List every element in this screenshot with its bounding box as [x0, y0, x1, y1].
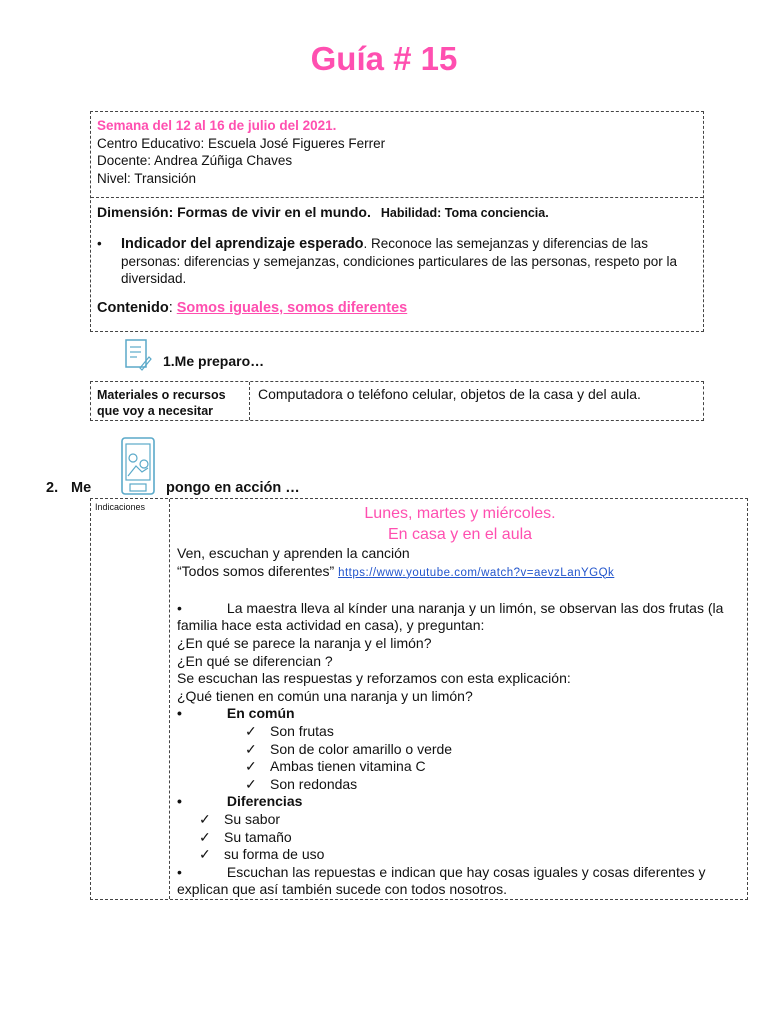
check-icon: ✓ [199, 810, 211, 827]
page-title: Guía # 15 [310, 40, 458, 77]
check-icon: ✓ [245, 775, 257, 792]
diff-heading [177, 793, 743, 811]
content-sep: : [168, 300, 173, 316]
list-item [177, 846, 743, 864]
list-item-text: Son de color amarillo o verde [270, 740, 453, 757]
level-text: Nivel: Transición [97, 170, 197, 186]
list-item [177, 758, 743, 776]
text-line: Se escuchan las respuestas y reforzamos con esta explicación: [177, 670, 571, 687]
content-label: Contenido [97, 300, 169, 316]
section-word: Me [71, 480, 92, 496]
materials-value: Computadora o teléfono celular, objetos de la casa y del aula. [258, 386, 641, 402]
check-icon: ✓ [245, 758, 257, 775]
common-heading [177, 705, 743, 723]
song-title: “Todos somos diferentes” [177, 562, 335, 579]
list-item-text: Son frutas [270, 722, 334, 739]
section-number: 2. [46, 480, 59, 496]
indicator [97, 235, 697, 287]
week-text: Semana del 12 al 16 de julio del 2021. [97, 118, 337, 133]
check-icon: ✓ [199, 846, 211, 863]
bullet: • [177, 863, 182, 880]
section-2-heading [46, 480, 300, 496]
intro-line: Ven, escuchan y aprenden la canción [177, 545, 410, 561]
paragraph [177, 600, 743, 635]
teacher-text: Docente: Andrea Zúñiga Chaves [97, 153, 293, 168]
content-line [97, 300, 407, 316]
paragraph-text: Escuchan las repuestas e indican que hay cosas iguales y cosas diferentes y explican que así también sucede con todos nosotros. [177, 863, 706, 898]
divider [91, 197, 703, 198]
youtube-link[interactable]: https://www.youtube.com/watch?v=aevzLanYGQk [338, 566, 615, 579]
tablet-activity-icon [118, 436, 160, 496]
diff-title: Diferencias [226, 793, 303, 810]
list-item-text: Su sabor [224, 810, 281, 827]
list-item [177, 741, 743, 759]
bullet: • [177, 705, 182, 722]
text-line: ¿Qué tienen en común una naranja y un limón? [177, 687, 473, 704]
header-info [97, 117, 385, 187]
activity-content [177, 503, 743, 899]
question: ¿En qué se diferencian ? [177, 652, 333, 669]
section-title: pongo en acción … [166, 480, 300, 496]
bullet: • [177, 793, 182, 810]
check-icon: ✓ [245, 722, 257, 739]
indicator-text: . Reconoce las semejanzas y diferencias de las personas: diferencias y semejanzas, condiciones particulares de las personas, respeto por la diversidad. [121, 236, 678, 286]
school-text: Centro Educativo: Escuela José Figueres Ferrer [97, 135, 386, 151]
common-title: En común [226, 705, 295, 722]
paragraph [177, 864, 743, 899]
check-icon: ✓ [245, 740, 257, 757]
skill-text: Habilidad: Toma conciencia. [380, 206, 549, 220]
list-item [177, 723, 743, 741]
divider [169, 499, 170, 899]
list-item-text: Su tamaño [224, 828, 292, 845]
dimension-line [97, 204, 549, 220]
document-edit-icon [124, 338, 152, 372]
content-link[interactable]: Somos iguales, somos diferentes [176, 300, 408, 316]
question: ¿En qué se parece la naranja y el limón? [177, 634, 432, 651]
list-item-text: Son redondas [270, 775, 358, 792]
indications-label: Indicaciones [95, 502, 146, 512]
paragraph-text: La maestra lleva al kínder una naranja y un limón, se observan las dos frutas (la familia hace esta actividad en casa), y preguntan: [177, 599, 724, 634]
list-item [177, 811, 743, 829]
indicator-label: Indicador del aprendizaje esperado [121, 236, 364, 252]
bullet: • [97, 236, 102, 251]
prepare-heading: 1.Me preparo… [163, 353, 265, 369]
dimension-text: Dimensión: Formas de vivir en el mundo. [97, 204, 371, 220]
list-item-text: Ambas tienen vitamina C [270, 758, 426, 775]
activity-table [90, 498, 748, 900]
materials-table [90, 381, 704, 421]
place-heading: En casa y en el aula [387, 526, 533, 543]
song-line [177, 563, 743, 583]
days-heading: Lunes, martes y miércoles. [364, 505, 556, 522]
list-item-text: su forma de uso [224, 846, 325, 863]
divider [249, 382, 250, 420]
list-item [177, 776, 743, 794]
materials-label: Materiales o recursos que voy a necesitar [97, 388, 226, 418]
check-icon: ✓ [199, 828, 211, 845]
info-box [90, 111, 704, 332]
list-item [177, 829, 743, 847]
bullet: • [177, 599, 182, 616]
